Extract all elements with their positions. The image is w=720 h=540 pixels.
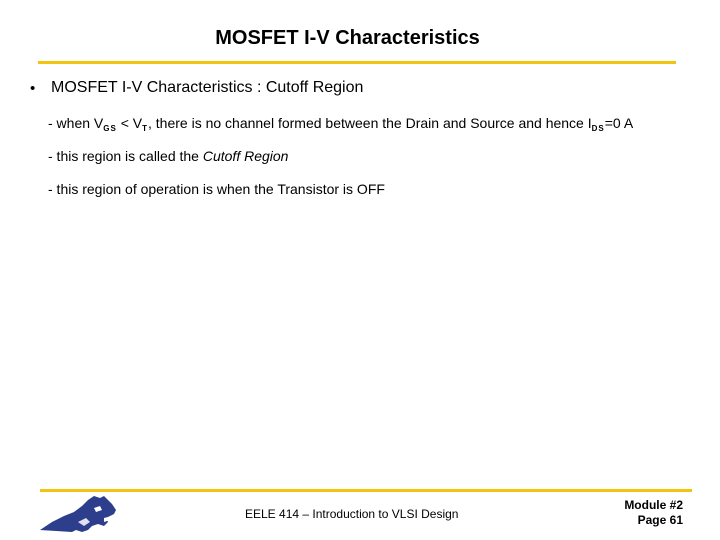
title-rule [38,61,676,64]
subscript: GS [103,124,117,133]
footer-course-title: EELE 414 – Introduction to VLSI Design [245,507,459,521]
text-segment: - this region is called the [48,148,203,164]
body-line-region-name [48,148,288,164]
text-segment: - when V [48,115,104,131]
subscript: T [142,124,148,133]
text-segment: , there is no channel formed between the Drain and Source and hence I [148,115,592,131]
footer-module-info [624,498,683,528]
text-segment: =0 A [604,115,634,131]
body-line-transistor-off: - this region of operation is when the Transistor is OFF [48,181,385,197]
body-line-cutoff-condition [48,115,633,133]
emphasis-text: Cutoff Region [202,148,289,164]
bullet-heading: MOSFET I-V Characteristics : Cutoff Region [51,79,364,96]
footer-rule [40,489,692,492]
slide-title: MOSFET I-V Characteristics [215,27,480,49]
text-segment: < V [116,115,143,131]
page-number: Page 61 [637,513,683,527]
bobcat-logo-icon [38,494,118,534]
bullet-symbol: • [30,80,36,97]
subscript: DS [591,124,605,133]
module-number: Module #2 [624,498,683,512]
